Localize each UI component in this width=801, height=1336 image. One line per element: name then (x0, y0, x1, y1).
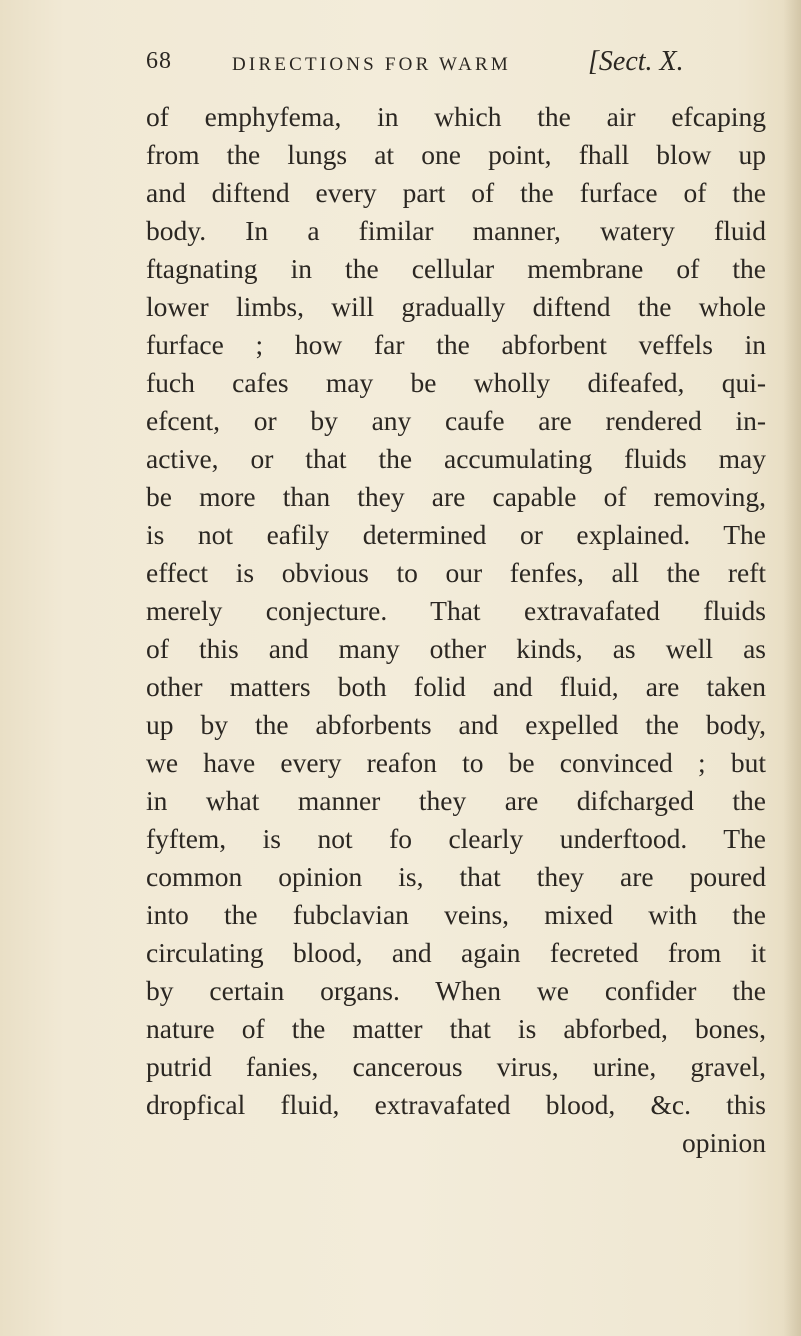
body-text (146, 98, 766, 1162)
text-line: of emphyfema, in which the air efcaping (146, 101, 766, 132)
running-head (146, 44, 766, 84)
text-line: effect is obvious to our fenfes, all the reft (146, 557, 766, 588)
text-line: dropfical fluid, extravafated blood, &c. this (146, 1089, 766, 1120)
text-line: furface ; how far the abforbent veffels in (146, 329, 766, 360)
text-line: of this and many other kinds, as well as (146, 633, 766, 664)
text-line: and diftend every part of the furface of the (146, 177, 766, 208)
text-line: by certain organs. When we confider the (146, 975, 766, 1006)
text-line: in what manner they are difcharged the (146, 785, 766, 816)
text-line: ftagnating in the cellular membrane of the (146, 253, 766, 284)
text-line: we have every reafon to be convinced ; but (146, 747, 766, 778)
section-reference: [Sect. X. (588, 46, 684, 77)
text-line: merely conjecture. That extravafated fluids (146, 595, 766, 626)
page-number: 68 (146, 48, 172, 74)
text-line: common opinion is, that they are poured (146, 861, 766, 892)
text-line: fyftem, is not fo clearly underftood. The (146, 823, 766, 854)
text-line: other matters both folid and fluid, are taken (146, 671, 766, 702)
text-line: nature of the matter that is abforbed, bones, (146, 1013, 766, 1044)
text-line: lower limbs, will gradually diftend the whole (146, 291, 766, 322)
text-line: efcent, or by any caufe are rendered in- (146, 405, 766, 436)
catchword: opinion (681, 1127, 766, 1158)
text-line: putrid fanies, cancerous virus, urine, gravel, (146, 1051, 766, 1082)
running-title: DIRECTIONS FOR WARM (232, 54, 511, 75)
text-line: circulating blood, and again fecreted from it (146, 937, 766, 968)
text-line: body. In a fimilar manner, watery fluid (146, 215, 766, 246)
text-line: into the fubclavian veins, mixed with the (146, 899, 766, 930)
text-line: is not eafily determined or explained. The (146, 519, 766, 550)
text-line: fuch cafes may be wholly difeafed, qui- (146, 367, 766, 398)
text-line: up by the abforbents and expelled the body, (146, 709, 766, 740)
text-line: be more than they are capable of removing, (146, 481, 766, 512)
text-line: from the lungs at one point, fhall blow up (146, 139, 766, 170)
text-line: active, or that the accumulating fluids may (146, 443, 766, 474)
page-edge-shadow (783, 0, 801, 1336)
